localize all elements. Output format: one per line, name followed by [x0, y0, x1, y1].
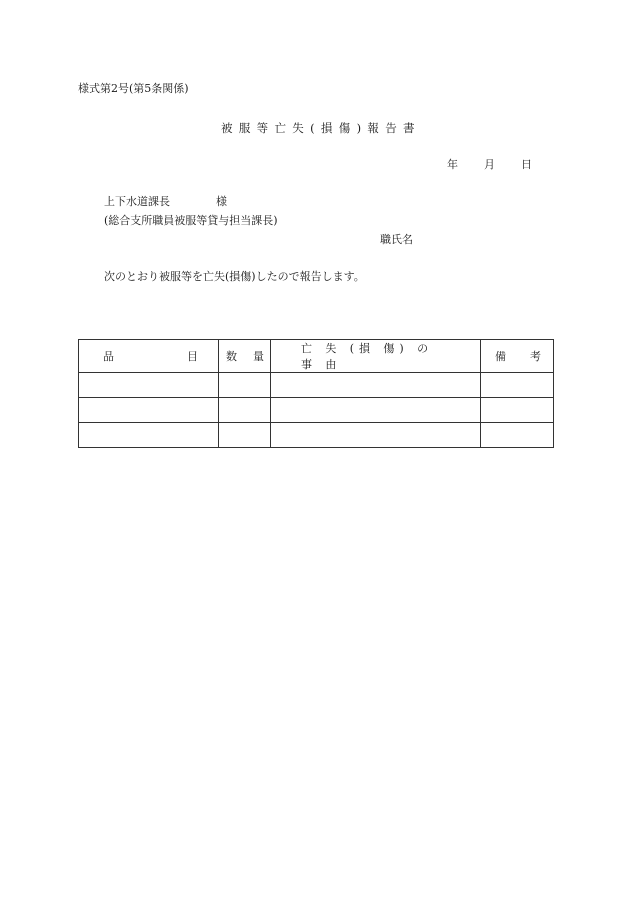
reporter-label: 職氏名	[380, 233, 413, 246]
cell-quantity[interactable]	[219, 423, 271, 448]
addressee-name: 上下水道課長	[104, 195, 170, 208]
date-month-label: 月	[484, 158, 495, 171]
table-header-row	[79, 340, 554, 373]
header-quantity-char-1: 数	[226, 350, 237, 363]
table-row	[79, 423, 554, 448]
header-item	[79, 340, 219, 373]
header-remarks-char-1: 備	[495, 350, 506, 363]
cell-reason[interactable]	[271, 373, 481, 398]
cell-remarks[interactable]	[481, 373, 554, 398]
cell-item[interactable]	[79, 423, 219, 448]
cell-quantity[interactable]	[219, 373, 271, 398]
header-quantity	[219, 340, 271, 373]
addressee-honorific: 様	[216, 195, 227, 208]
addressee	[104, 193, 227, 209]
document-title: 被服等亡失(損傷)報告書	[221, 121, 421, 135]
header-item-char-1: 品	[103, 350, 114, 363]
cell-item[interactable]	[79, 398, 219, 423]
cell-quantity[interactable]	[219, 398, 271, 423]
table-row	[79, 398, 554, 423]
cell-item[interactable]	[79, 373, 219, 398]
cell-reason[interactable]	[271, 398, 481, 423]
date-line	[447, 156, 532, 172]
header-item-char-2: 目	[187, 350, 198, 363]
header-reason: 亡 失 (損 傷) の 事 由	[271, 340, 481, 373]
report-statement: 次のとおり被服等を亡失(損傷)したので報告します。	[104, 270, 365, 283]
header-quantity-char-2: 量	[253, 350, 264, 363]
cell-reason[interactable]	[271, 423, 481, 448]
items-table	[78, 339, 554, 448]
header-remarks	[481, 340, 554, 373]
date-day-label: 日	[521, 158, 532, 171]
cell-remarks[interactable]	[481, 423, 554, 448]
table-row	[79, 373, 554, 398]
cell-remarks[interactable]	[481, 398, 554, 423]
addressee-sub: (総合支所職員被服等貸与担当課長)	[104, 214, 278, 227]
form-number: 様式第2号(第5条関係)	[78, 82, 189, 95]
date-year-label: 年	[447, 158, 458, 171]
header-remarks-char-2: 考	[530, 350, 541, 363]
